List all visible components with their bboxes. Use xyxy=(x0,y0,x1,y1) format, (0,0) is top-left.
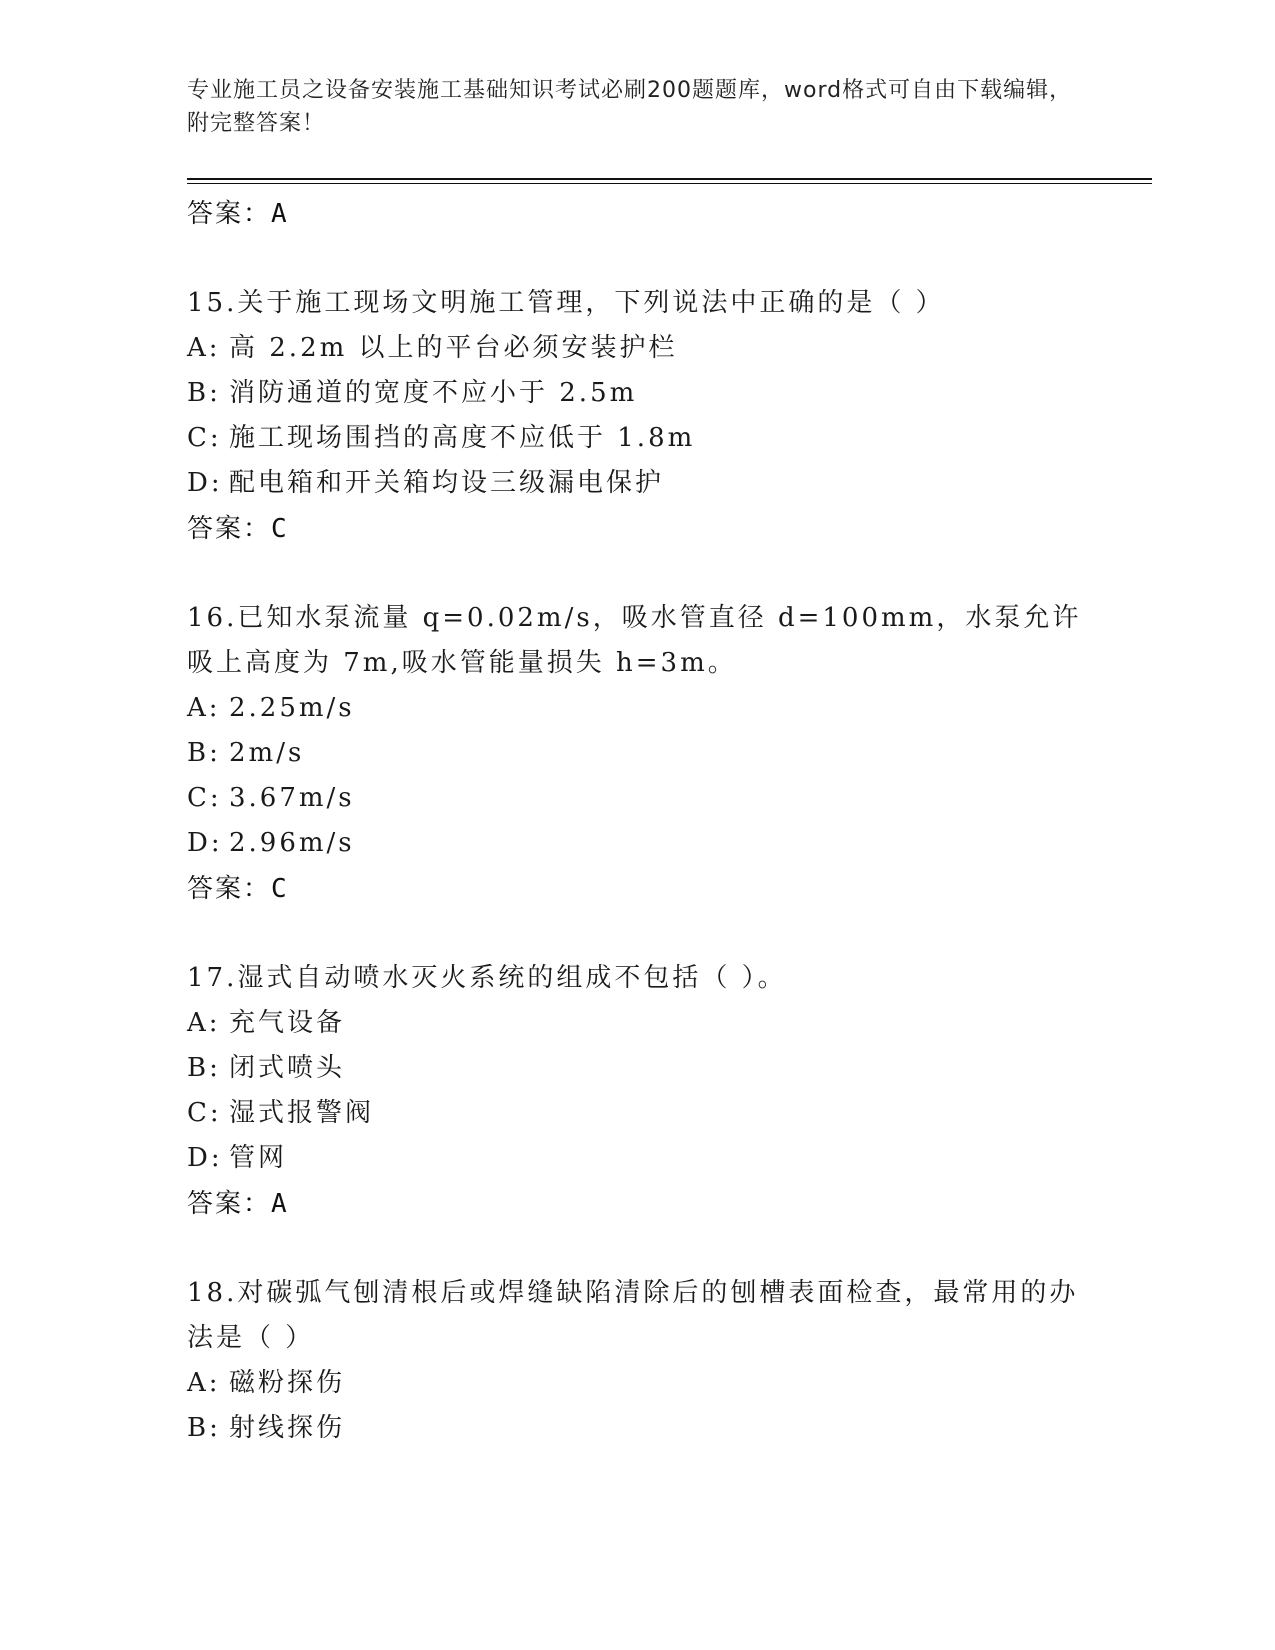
answer-value: A xyxy=(271,1189,289,1219)
option-b xyxy=(187,1046,1087,1091)
document-header: 专业施工员之设备安装施工基础知识考试必刷200题题库，word格式可自由下载编辑，附完整答案！ xyxy=(187,78,1073,136)
option-b xyxy=(187,1406,1087,1451)
option-text: 2.96m/s xyxy=(229,828,355,858)
option-text: 3.67m/s xyxy=(229,783,355,813)
option-text: 配电箱和开关箱均设三级漏电保护 xyxy=(229,468,665,498)
answer-label: 答案： xyxy=(187,874,272,904)
option-text: 消防通道的宽度不应小于 2.5m xyxy=(229,378,638,408)
answer-value: C xyxy=(271,514,289,544)
option-key: A: xyxy=(187,1368,221,1398)
header-divider-thin xyxy=(187,183,1152,184)
option-a xyxy=(187,1361,1087,1406)
answer-label: 答案： xyxy=(187,514,272,544)
option-text: 管网 xyxy=(229,1143,288,1173)
option-key: C: xyxy=(187,783,222,813)
question-stem: 16.已知水泵流量 q=0.02m/s，吸水管直径 d=100mm，水泵允许吸上高度为 7m,吸水管能量损失 h=3m。 xyxy=(187,603,1082,678)
question-16 xyxy=(187,596,1087,912)
question-15 xyxy=(187,281,1087,552)
answer-line xyxy=(187,191,1087,237)
option-key: B: xyxy=(187,378,221,408)
answer-label: 答案： xyxy=(187,1189,272,1219)
answer-value: A xyxy=(271,199,289,229)
question-stem: 15.关于施工现场文明施工管理，下列说法中正确的是（ ） xyxy=(187,288,945,318)
option-text: 2.25m/s xyxy=(229,693,355,723)
option-key: A: xyxy=(187,693,221,723)
option-key: D: xyxy=(187,1143,223,1173)
option-text: 闭式喷头 xyxy=(229,1053,346,1083)
option-key: D: xyxy=(187,828,223,858)
option-d xyxy=(187,821,1087,866)
answer-value: C xyxy=(271,874,289,904)
option-b xyxy=(187,731,1087,776)
answer-line xyxy=(187,506,1087,552)
option-d xyxy=(187,1136,1087,1181)
option-text: 射线探伤 xyxy=(229,1413,346,1443)
option-text: 充气设备 xyxy=(229,1008,346,1038)
option-a xyxy=(187,1001,1087,1046)
option-text: 磁粉探伤 xyxy=(229,1368,346,1398)
option-c xyxy=(187,776,1087,821)
option-a xyxy=(187,326,1087,371)
option-text: 2m/s xyxy=(229,738,305,768)
answer-line xyxy=(187,866,1087,912)
option-text: 施工现场围挡的高度不应低于 1.8m xyxy=(229,423,696,453)
option-key: D: xyxy=(187,468,223,498)
option-a xyxy=(187,686,1087,731)
option-text: 高 2.2m 以上的平台必须安装护栏 xyxy=(229,333,678,363)
option-c xyxy=(187,416,1087,461)
question-list xyxy=(187,191,1087,1451)
option-d xyxy=(187,461,1087,506)
option-key: C: xyxy=(187,1098,222,1128)
question-stem: 18.对碳弧气刨清根后或焊缝缺陷清除后的刨槽表面检查，最常用的办法是（ ） xyxy=(187,1278,1079,1353)
option-key: B: xyxy=(187,1413,221,1443)
option-key: B: xyxy=(187,1053,221,1083)
option-key: A: xyxy=(187,1008,221,1038)
answer-line xyxy=(187,1181,1087,1227)
option-key: C: xyxy=(187,423,222,453)
question-18 xyxy=(187,1271,1087,1451)
header-divider-thick xyxy=(187,178,1152,180)
option-text: 湿式报警阀 xyxy=(229,1098,375,1128)
option-b xyxy=(187,371,1087,416)
option-key: B: xyxy=(187,738,221,768)
question-stem: 17.湿式自动喷水灭火系统的组成不包括（ ）。 xyxy=(187,963,787,993)
option-key: A: xyxy=(187,333,221,363)
question-17 xyxy=(187,956,1087,1227)
answer-label: 答案： xyxy=(187,199,272,229)
option-c xyxy=(187,1091,1087,1136)
